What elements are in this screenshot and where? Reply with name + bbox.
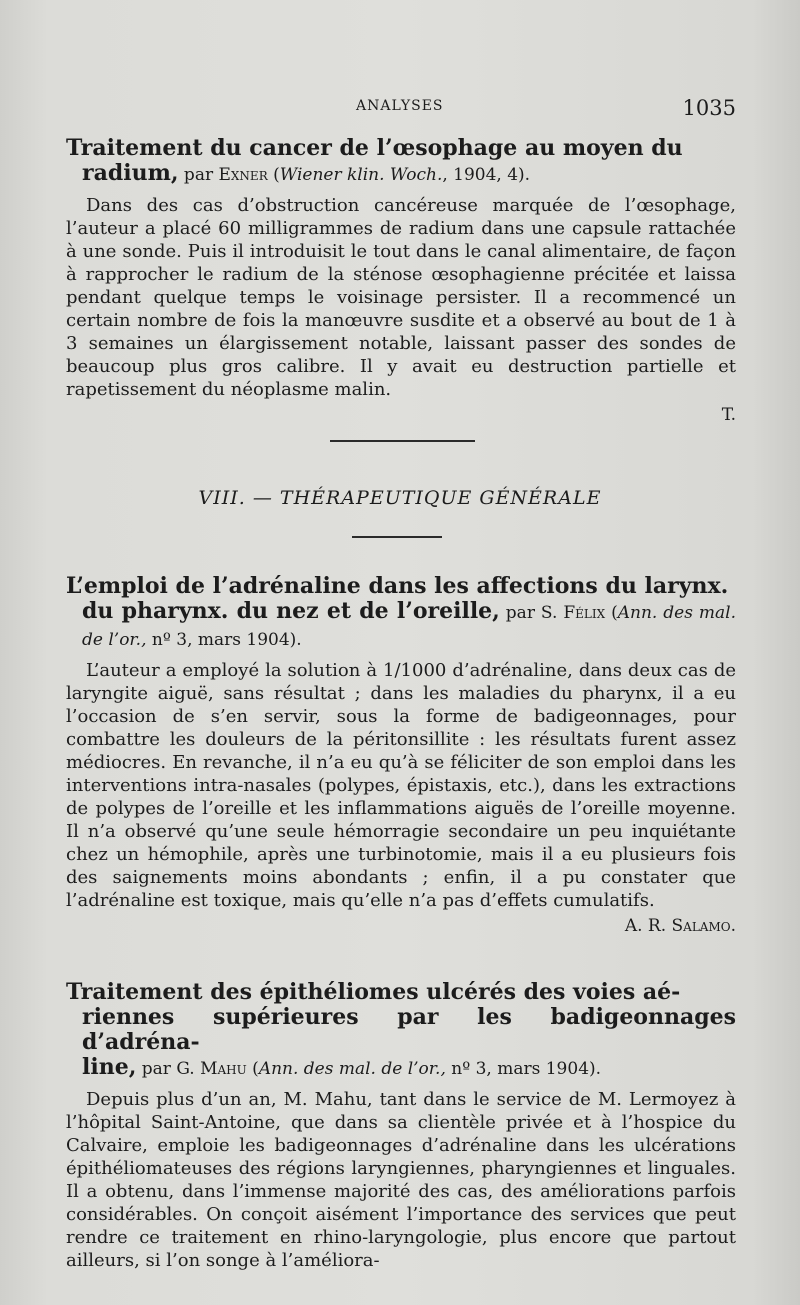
article-heading (66, 980, 736, 1082)
article-epithelioma-adrenaline (66, 980, 736, 1272)
section-title: VIII. — THÉRAPEUTIQUE GÉNÉRALE (198, 487, 602, 509)
article-title-line-1: Traitement des épithéliomes ulcérés des voies aé- (66, 979, 681, 1005)
byline-par: par G. (136, 1059, 201, 1079)
running-head (66, 96, 736, 120)
journal-name: Wiener klin. Woch. (279, 165, 443, 185)
byline-par: par (178, 165, 219, 185)
signature-name: Salamo. (671, 916, 736, 936)
source-open: ( (267, 165, 280, 185)
author-name: Mahu (200, 1059, 247, 1079)
article-title-end: line, (82, 1054, 137, 1080)
journal-name: Ann. des mal. de l’or., (258, 1059, 446, 1079)
article-adrenaline-larynx (66, 574, 736, 936)
byline-par: par S. (499, 603, 564, 623)
running-head-title: ANALYSES (356, 98, 444, 114)
source-open: ( (605, 603, 618, 623)
author-name: Félix (563, 603, 606, 623)
journal-name: Ann. des mal. de l’or., (82, 603, 736, 650)
article-oesophagus-radium (66, 136, 736, 425)
journal-reference: nº 3, mars 1904). (445, 1059, 602, 1079)
article-heading (66, 136, 736, 188)
signature-initials: A. R. (624, 916, 672, 936)
journal-reference: nº 3, mars 1904). (146, 630, 302, 650)
article-title-line-1: L’emploi de l’adrénaline dans les affections du larynx. (66, 573, 729, 599)
article-signature: T. (721, 405, 736, 425)
separator-rule (330, 440, 475, 442)
article-heading (66, 574, 736, 653)
author-name: Exner (218, 165, 268, 185)
article-title-line-2: riennes supérieures par les badigeonnages d’adréna- (82, 1004, 736, 1055)
article-title-line-3 (66, 1055, 736, 1082)
article-title-end: du pharynx. du nez et de l’oreille, (82, 598, 500, 624)
article-body: Depuis plus d’un an, M. Mahu, tant dans le service de M. Lermoyez à l’hôpital Saint-Antoine, que dans sa clientèle privée et à l’hospice du Calvaire, emploie les badigeonnages d’adrénaline dans les ulcérations épithéliomateuses des régions laryngiennes, pharyngiennes et linguales. Il a obtenu, dans l’immense majorité des cas, des améliorations parfois considérables. On conçoit aisément l’importance des services que peut rendre ce traitement en rhino-laryngologie, plus encore que partout ailleurs, si l’on songe à l’améliora- (66, 1089, 736, 1271)
journal-reference: , 1904, 4). (442, 165, 531, 185)
article-signature (66, 916, 736, 936)
article-title-line-2 (66, 161, 736, 188)
article-title-end: radium, (82, 160, 179, 186)
section-rule (352, 536, 442, 538)
article-title-line-1: Traitement du cancer de l’œsophage au moyen du (66, 135, 683, 161)
source-open: ( (246, 1059, 259, 1079)
article-body: L’auteur a employé la solution à 1/1000 d’adrénaline, dans deux cas de laryngite aiguë, sans résultat ; dans les maladies du pharynx, il a eu l’occasion de s’en servir, sous la forme de badigeonnages, pour combattre les douleurs de la péritonsillite : les résultats furent assez médiocres. En revanche, il n’a eu qu’à se féliciter de son emploi dans les interventions intra-nasales (polypes, épistaxis, etc.), dans les extractions de polypes de l’oreille et les inflammations aiguës de l’oreille moyenne. Il n’a observé qu’une seule hémorragie secondaire un peu inquiétante chez un hémophile, après une turbinotomie, mais il a eu plusieurs fois des saignements moins abondants ; enfin, il a pu constater que l’adrénaline est toxique, mais qu’elle n’a pas d’effets cumulatifs. (66, 660, 736, 911)
article-title-line-2 (66, 599, 736, 653)
page-number: 1035 (682, 96, 736, 120)
article-body: Dans des cas d’obstruction cancéreuse marquée de l’œsophage, l’auteur a placé 60 milligrammes de radium dans une capsule rattachée à une sonde. Puis il introduisit le tout dans le canal alimentaire, de façon à rapprocher le radium de la sténose œsophagienne précitée et laissa pendant quelque temps le voisinage persister. Il a recommencé un certain nombre de fois la manœuvre susdite et a observé au bout de 1 à 3 semaines un élargissement notable, laissant passer des sondes de beaucoup plus gros calibre. Il y avait eu destruction partielle et rapetissement du néoplasme malin. (66, 195, 736, 400)
